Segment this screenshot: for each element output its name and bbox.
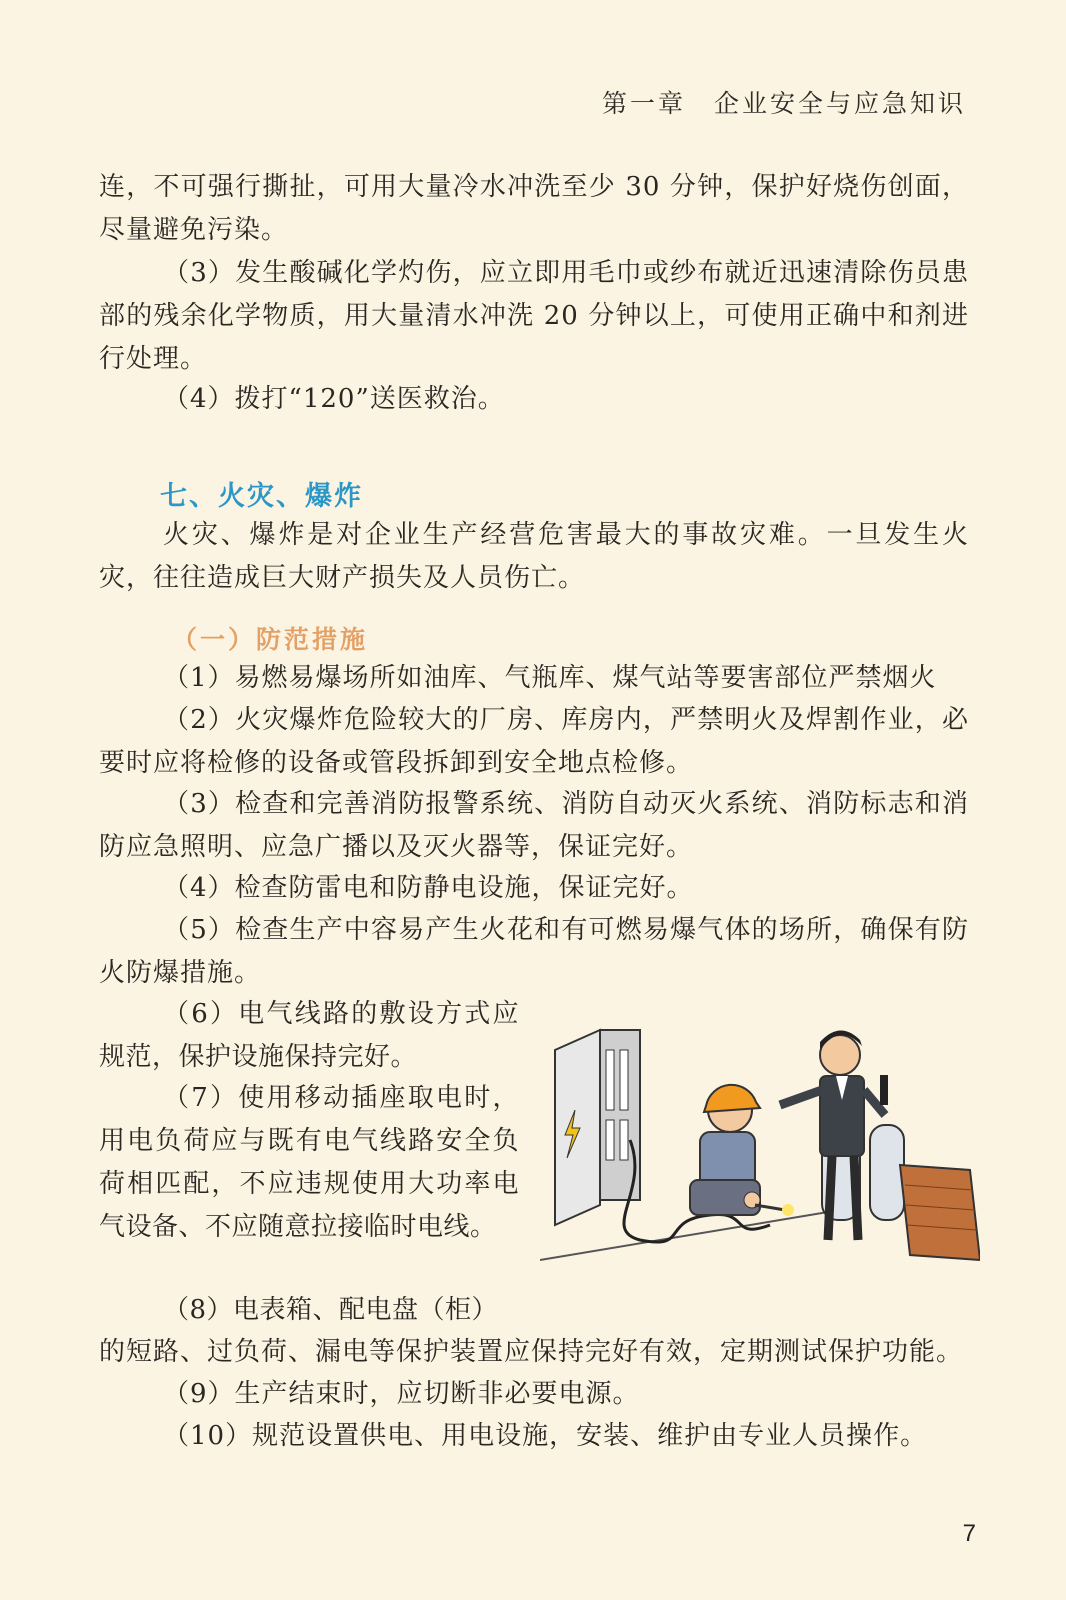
subsection-title: （一）防范措施 [172,625,369,654]
list-item: （9）生产结束时，应切断非必要电源。 [163,1379,640,1409]
list-item: （7）使用移动插座取电时，用电负荷应与既有电气线路安全负荷相匹配，不应违规使用大功率电气设备、不应随意拉接临时电线。 [99,1083,519,1242]
list-item: （5）检查生产中容易产生火花和有可燃易爆气体的场所，确保有防火防爆措施。 [99,915,969,988]
list-item: （6）电气线路的敷设方式应规范，保护设施保持完好。 [99,999,519,1072]
list-item: （2）火灾爆炸危险较大的厂房、库房内，严禁明火及焊割作业，必要时应将检修的设备或管段拆卸到安全地点检修。 [99,705,969,778]
section-title: 七、火灾、爆炸 [160,481,363,512]
list-item: （3）检查和完善消防报警系统、消防自动灭火系统、消防标志和消防应急照明、应急广播以及灭火器等，保证完好。 [99,789,969,862]
paragraph-continuation: 连，不可强行撕扯，可用大量冷水冲洗至少 30 分钟，保护好烧伤创面，尽量避免污染。 [99,172,969,245]
chapter-header: 第一章 企业安全与应急知识 [601,89,966,118]
paragraph-chemical-burn: （3）发生酸碱化学灼伤，应立即用毛巾或纱布就近迅速清除伤员患部的残余化学物质，用大量清水冲洗 20 分钟以上，可使用正确中和剂进行处理。 [99,258,969,374]
list-item: 的短路、过负荷、漏电等保护装置应保持完好有效，定期测试保护功能。 [99,1337,964,1367]
list-item: （1）易燃易爆场所如油库、气瓶库、煤气站等要害部位严禁烟火 [163,663,937,693]
list-item: （8）电表箱、配电盘（柜） [163,1295,499,1325]
section-lead: 火灾、爆炸是对企业生产经营危害最大的事故灾难。一旦发生火灾，往往造成巨大财产损失及人员伤亡。 [99,520,969,593]
page-number: 7 [962,1520,976,1547]
electrical-safety-illustration [540,1010,980,1300]
paragraph-call-120: （4）拨打“120”送医救治。 [163,384,505,414]
list-item: （10）规范设置供电、用电设施，安装、维护由专业人员操作。 [163,1421,928,1451]
list-item: （4）检查防雷电和防静电设施，保证完好。 [163,873,694,903]
